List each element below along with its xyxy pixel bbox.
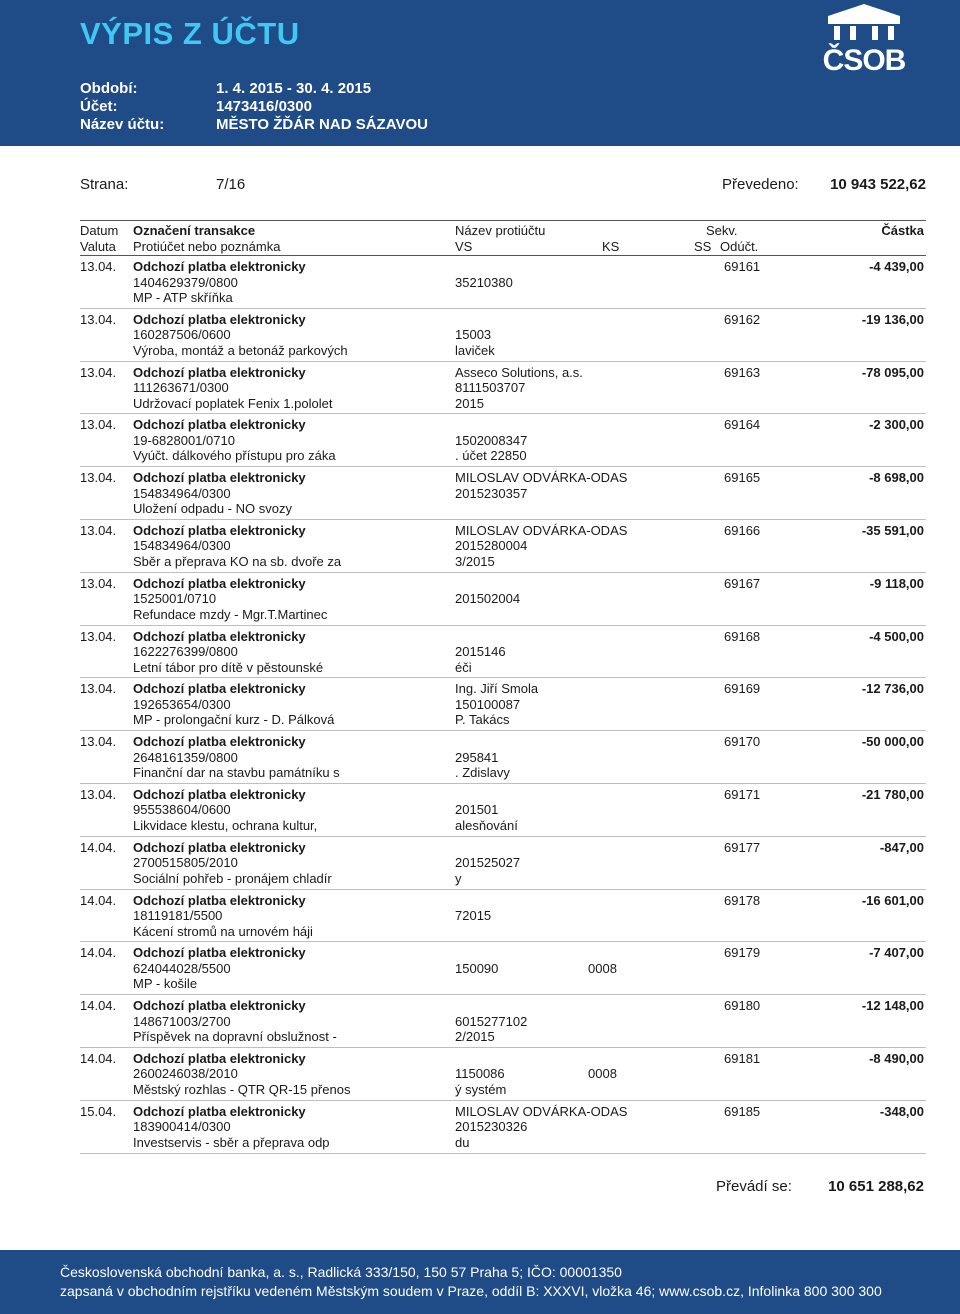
tx-amount: -348,00 (879, 1103, 924, 1119)
table-row (80, 678, 926, 731)
tx-counter-account: 2648161359/0800 (133, 749, 238, 765)
col-valuta: Valuta (80, 239, 116, 254)
tx-name-2: 2015230326 (455, 1119, 528, 1135)
tx-name-2: 72015 (455, 908, 492, 924)
table-row (80, 1101, 926, 1154)
tx-note: MP - prolongační kurz - D. Pálková (133, 712, 335, 728)
tx-sequence: 69168 (724, 628, 761, 644)
tx-note: Refundace mzdy - Mgr.T.Martinec (133, 606, 328, 622)
tx-name-3: P. Takács (455, 712, 510, 728)
tx-counter-account: 183900414/0300 (133, 1119, 231, 1135)
tx-amount: -2 300,00 (869, 417, 924, 433)
tx-amount: -50 000,00 (861, 734, 924, 750)
period-label: Období: (80, 80, 138, 97)
tx-name-3: ý systém (455, 1081, 507, 1097)
tx-date: 13.04. (80, 364, 117, 380)
account-label: Účet: (80, 98, 118, 115)
statement-footer (0, 1250, 960, 1314)
tx-date: 14.04. (80, 998, 117, 1014)
tx-type: Odchozí platba elektronicky (133, 311, 306, 327)
tx-name-2: 1502008347 (455, 432, 528, 448)
tx-type: Odchozí platba elektronicky (133, 364, 306, 380)
tx-sequence: 69161 (724, 259, 761, 274)
table-row (80, 890, 926, 943)
table-row (80, 1048, 926, 1101)
tx-amount: -8 490,00 (869, 1050, 924, 1066)
table-row (80, 362, 926, 415)
table-row (80, 731, 926, 784)
tx-amount: -21 780,00 (861, 786, 924, 802)
tx-date: 13.04. (80, 417, 117, 433)
tx-amount: -16 601,00 (861, 892, 924, 908)
tx-type: Odchozí platba elektronicky (133, 470, 306, 486)
tx-date: 14.04. (80, 839, 117, 855)
tx-sequence: 69162 (724, 311, 761, 327)
tx-note: Sociální pohřeb - pronájem chladír (133, 870, 332, 886)
tx-name-3: alesňování (455, 817, 518, 833)
tx-note: Kácení stromů na urnovém háji (133, 923, 313, 939)
tx-amount: -35 591,00 (861, 522, 924, 538)
page-number: 7/16 (216, 176, 246, 193)
total-label: Převádí se: (716, 1178, 792, 1195)
tx-name-3: 2/2015 (455, 1029, 495, 1045)
tx-sequence: 69179 (724, 945, 761, 961)
tx-date: 15.04. (80, 1103, 117, 1119)
tx-note: MP - košile (133, 976, 198, 992)
tx-name-1: MILOSLAV ODVÁRKA-ODAS (455, 470, 628, 486)
tx-amount: -4 500,00 (869, 628, 924, 644)
tx-note: Městský rozhlas - QTR QR-15 přenos (133, 1081, 351, 1097)
tx-name-2: 8111503707 (455, 380, 526, 396)
tx-name-3: . Zdislavy (455, 765, 510, 781)
tx-name-1: MILOSLAV ODVÁRKA-ODAS (455, 1103, 628, 1119)
tx-sequence: 69165 (724, 470, 761, 486)
tx-name-2: 2015230357 (455, 485, 528, 501)
tx-name-2: 6015277102 (455, 1013, 528, 1029)
tx-amount: -78 095,00 (861, 364, 924, 380)
tx-amount: -12 148,00 (861, 998, 924, 1014)
tx-counter-account: 192653654/0300 (133, 696, 231, 712)
tx-type: Odchozí platba elektronicky (133, 259, 306, 274)
tx-name-2: 201525027 (455, 855, 521, 871)
tx-sequence: 69178 (724, 892, 761, 908)
tx-counter-account: 160287506/0600 (133, 327, 231, 343)
tx-name-2: 150090 (455, 960, 499, 976)
tx-type: Odchozí platba elektronicky (133, 1103, 306, 1119)
tx-amount: -7 407,00 (869, 945, 924, 961)
col-amount: Částka (881, 223, 924, 238)
tx-note: Uložení odpadu - NO svozy (133, 501, 292, 517)
tx-name-2: 150100087 (455, 696, 521, 712)
col-oduct: Odúčt. (720, 239, 759, 254)
tx-counter-account: 19-6828001/0710 (133, 432, 235, 448)
table-row (80, 573, 926, 626)
tx-type: Odchozí platba elektronicky (133, 1050, 306, 1066)
tx-type: Odchozí platba elektronicky (133, 786, 306, 802)
tx-name-1: Asseco Solutions, a.s. (455, 364, 583, 380)
tx-type: Odchozí platba elektronicky (133, 734, 306, 750)
table-row (80, 626, 926, 679)
csob-logo (812, 0, 916, 82)
table-row (80, 520, 926, 573)
tx-name-2: 201501 (455, 802, 499, 818)
tx-name-2: 295841 (455, 749, 499, 765)
tx-name-2: 2015146 (455, 644, 506, 660)
tx-note: Letní tábor pro dítě v pěstounské (133, 659, 324, 675)
tx-note: Sběr a přeprava KO na sb. dvoře za (133, 553, 342, 569)
tx-date: 13.04. (80, 628, 117, 644)
col-sekv: Sekv. (706, 223, 738, 238)
table-row (80, 256, 926, 309)
account-name-label: Název účtu: (80, 116, 165, 133)
tx-amount: -4 439,00 (869, 259, 924, 274)
tx-sequence: 69177 (724, 839, 761, 855)
tx-counter-account: 154834964/0300 (133, 538, 231, 554)
tx-amount: -19 136,00 (861, 311, 924, 327)
tx-sequence: 69180 (724, 998, 761, 1014)
tx-name-3: 3/2015 (455, 553, 495, 569)
tx-type: Odchozí platba elektronicky (133, 945, 306, 961)
tx-note: Výroba, montáž a betonáž parkových (133, 342, 348, 358)
tx-name-2: 1150086 (455, 1066, 505, 1082)
tx-type: Odchozí platba elektronicky (133, 681, 306, 697)
column-header (80, 220, 926, 256)
tx-type: Odchozí platba elektronicky (133, 892, 306, 908)
tx-name-3: . účet 22850 (455, 448, 527, 464)
tx-counter-account: 955538604/0600 (133, 802, 231, 818)
tx-name-3: y (455, 870, 462, 886)
col-vs: VS (455, 239, 473, 254)
tx-sequence: 69171 (724, 786, 761, 802)
col-ks: KS (602, 239, 620, 254)
tx-name-2: 201502004 (455, 591, 521, 607)
tx-type: Odchozí platba elektronicky (133, 417, 306, 433)
table-row (80, 467, 926, 520)
tx-note: Finanční dar na stavbu památníku s (133, 765, 340, 781)
tx-counter-account: 1525001/0710 (133, 591, 217, 607)
col-name: Název protiúčtu (455, 223, 546, 238)
tx-counter-account: 148671003/2700 (133, 1013, 231, 1029)
tx-date: 14.04. (80, 945, 117, 961)
tx-ks: 0008 (588, 1066, 617, 1082)
tx-counter-account: 1404629379/0800 (133, 274, 238, 290)
statement-header (0, 0, 960, 146)
tx-counter-account: 154834964/0300 (133, 485, 231, 501)
tx-note: Vyúčt. dálkového přístupu pro záka (133, 448, 336, 464)
tx-date: 13.04. (80, 681, 117, 697)
tx-date: 13.04. (80, 786, 117, 802)
tx-sequence: 69185 (724, 1103, 761, 1119)
tx-sequence: 69164 (724, 417, 761, 433)
tx-type: Odchozí platba elektronicky (133, 575, 306, 591)
tx-sequence: 69181 (724, 1050, 761, 1066)
logo-wordmark: ČSOB (822, 44, 906, 77)
tx-counter-account: 1622276399/0800 (133, 644, 238, 660)
tx-date: 13.04. (80, 470, 117, 486)
tx-note: MP - ATP skříňka (133, 290, 233, 305)
tx-note: Příspěvek na dopravní obslužnost - (133, 1029, 337, 1045)
tx-sequence: 69170 (724, 734, 761, 750)
col-date: Datum (80, 223, 119, 238)
col-mark: Označení transakce (133, 223, 256, 238)
tx-name-1: Ing. Jiří Smola (455, 681, 539, 697)
tx-ks: 0008 (588, 960, 617, 976)
tx-name-2: 35210380 (455, 274, 513, 290)
page-label: Strana: (80, 176, 129, 193)
tx-name-3: 2015 (455, 395, 484, 411)
tx-name-2: 15003 (455, 327, 492, 343)
page-title: VÝPIS Z ÚČTU (80, 16, 300, 51)
tx-type: Odchozí platba elektronicky (133, 628, 306, 644)
tx-note: Likvidace klestu, ochrana kultur, (133, 817, 318, 833)
tx-date: 13.04. (80, 259, 117, 274)
tx-sequence: 69167 (724, 575, 761, 591)
tx-counter-account: 18119181/5500 (133, 908, 223, 924)
tx-note: Investservis - sběr a přeprava odp (133, 1134, 330, 1150)
tx-amount: -9 118,00 (869, 575, 924, 591)
table-row (80, 414, 926, 467)
table-row (80, 942, 926, 995)
tx-note: Udržovací poplatek Fenix 1.pololet (133, 395, 333, 411)
col-counter: Protiúčet nebo poznámka (133, 239, 281, 254)
footer-line-1: Československá obchodní banka, a. s., Radlická 333/150, 150 57 Praha 5; IČO: 00001350 (60, 1264, 622, 1280)
tx-sequence: 69169 (724, 681, 761, 697)
tx-amount: -8 698,00 (869, 470, 924, 486)
tx-date: 13.04. (80, 734, 117, 750)
tx-sequence: 69163 (724, 364, 761, 380)
tx-amount: -847,00 (879, 839, 924, 855)
total-value: 10 651 288,62 (828, 1178, 924, 1195)
carried-label: Převedeno: (722, 176, 799, 193)
tx-name-3: éči (455, 659, 472, 675)
tx-name-1: MILOSLAV ODVÁRKA-ODAS (455, 522, 628, 538)
tx-name-2: 2015280004 (455, 538, 528, 554)
table-row (80, 837, 926, 890)
tx-date: 13.04. (80, 522, 117, 538)
transaction-list (80, 256, 926, 1154)
table-row (80, 784, 926, 837)
period-value: 1. 4. 2015 - 30. 4. 2015 (216, 80, 372, 97)
tx-type: Odchozí platba elektronicky (133, 839, 306, 855)
account-value: 1473416/0300 (216, 98, 312, 115)
tx-counter-account: 624044028/5500 (133, 960, 231, 976)
tx-date: 14.04. (80, 892, 117, 908)
tx-date: 13.04. (80, 575, 117, 591)
tx-sequence: 69166 (724, 522, 761, 538)
tx-date: 13.04. (80, 311, 117, 327)
tx-name-3: laviček (455, 342, 495, 358)
tx-amount: -12 736,00 (861, 681, 924, 697)
tx-name-3: du (455, 1134, 470, 1150)
col-ss: SS (694, 239, 712, 254)
tx-type: Odchozí platba elektronicky (133, 522, 306, 538)
table-row (80, 995, 926, 1048)
carried-value: 10 943 522,62 (830, 176, 926, 193)
tx-counter-account: 2700515805/2010 (133, 855, 238, 871)
tx-date: 14.04. (80, 1050, 117, 1066)
footer-line-2: zapsaná v obchodním rejstříku vedeném Městským soudem v Praze, oddíl B: XXXVI, vložka 46; www.csob.cz, Infolinka 800 300 300 (60, 1283, 882, 1299)
table-row (80, 309, 926, 362)
tx-type: Odchozí platba elektronicky (133, 998, 306, 1014)
account-name-value: MĚSTO ŽĎÁR NAD SÁZAVOU (216, 116, 428, 133)
tx-counter-account: 2600246038/2010 (133, 1066, 238, 1082)
tx-counter-account: 111263671/0300 (133, 380, 229, 396)
